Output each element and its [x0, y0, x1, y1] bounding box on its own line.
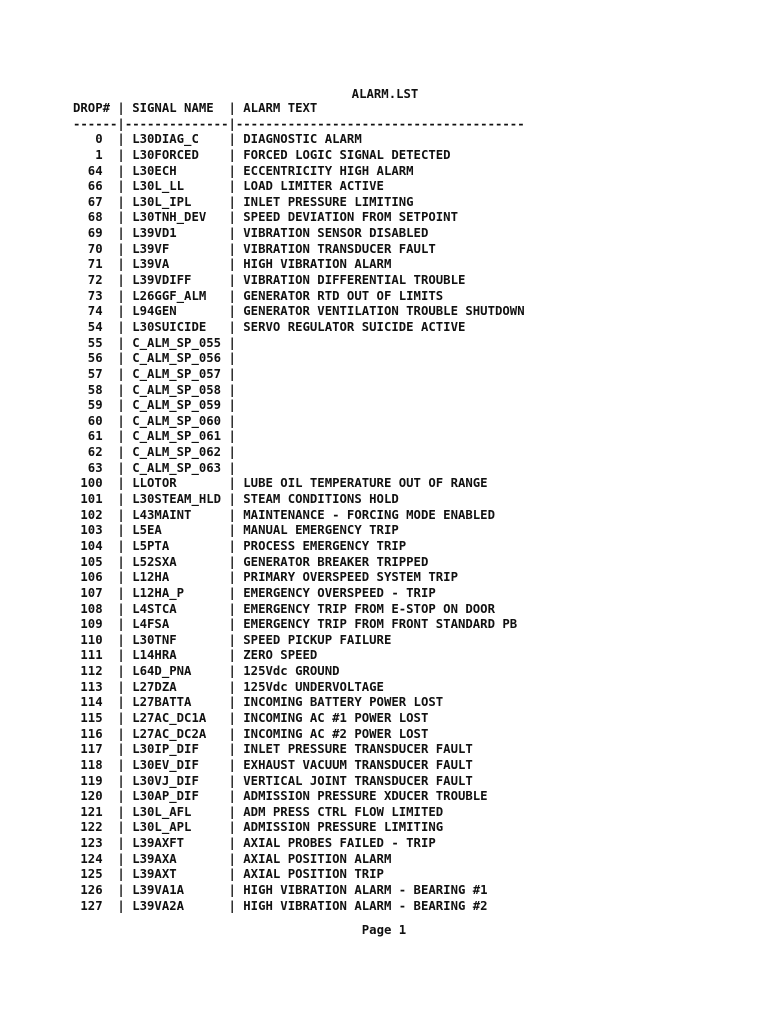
document-title: ALARM.LST: [351, 87, 419, 101]
table-row: 102 | L43MAINT | MAINTENANCE - FORCING MODE ENABLED: [73, 507, 495, 522]
table-row: 66 | L30L_LL | LOAD LIMITER ACTIVE: [73, 179, 384, 194]
table-row: 126 | L39VA1A | HIGH VIBRATION ALARM - BEARING #1: [73, 883, 488, 898]
table-row: 70 | L39VF | VIBRATION TRANSDUCER FAULT: [73, 241, 436, 256]
table-row: 68 | L30TNH_DEV | SPEED DEVIATION FROM SETPOINT: [73, 210, 458, 225]
table-row: 112 | L64D_PNA | 125Vdc GROUND: [73, 664, 340, 679]
table-row: 108 | L4STCA | EMERGENCY TRIP FROM E-STOP ON DOOR: [73, 601, 495, 616]
table-row: 123 | L39AXFT | AXIAL PROBES FAILED - TRIP: [73, 836, 436, 851]
table-row: 114 | L27BATTA | INCOMING BATTERY POWER LOST: [73, 695, 444, 710]
table-row: 62 | C_ALM_SP_062 |: [73, 445, 236, 460]
table-row: 125 | L39AXT | AXIAL POSITION TRIP: [73, 867, 384, 882]
table-row: 105 | L52SXA | GENERATOR BREAKER TRIPPED: [73, 554, 429, 569]
table-row: 127 | L39VA2A | HIGH VIBRATION ALARM - BEARING #2: [73, 898, 488, 913]
table-row: 74 | L94GEN | GENERATOR VENTILATION TROUBLE SHUTDOWN: [73, 304, 525, 319]
table-row: 100 | LLOTOR | LUBE OIL TEMPERATURE OUT OF RANGE: [73, 476, 488, 491]
table-row: 115 | L27AC_DC1A | INCOMING AC #1 POWER LOST: [73, 710, 429, 725]
table-header: DROP# | SIGNAL NAME | ALARM TEXT: [73, 101, 318, 115]
table-row: 54 | L30SUICIDE | SERVO REGULATOR SUICIDE ACTIVE: [73, 319, 466, 334]
table-row: 101 | L30STEAM_HLD | STEAM CONDITIONS HOLD: [73, 492, 399, 507]
table-row: 55 | C_ALM_SP_055 |: [73, 335, 236, 350]
table-row: 67 | L30L_IPL | INLET PRESSURE LIMITING: [73, 194, 414, 209]
table-row: 113 | L27DZA | 125Vdc UNDERVOLTAGE: [73, 679, 384, 694]
table-row: 64 | L30ECH | ECCENTRICITY HIGH ALARM: [73, 163, 414, 178]
table-row: 71 | L39VA | HIGH VIBRATION ALARM: [73, 257, 392, 272]
table-row: 116 | L27AC_DC2A | INCOMING AC #2 POWER LOST: [73, 726, 429, 741]
table-row: 57 | C_ALM_SP_057 |: [73, 366, 236, 381]
table-row: 0 | L30DIAG_C | DIAGNOSTIC ALARM: [73, 132, 362, 147]
table-row: 61 | C_ALM_SP_061 |: [73, 429, 236, 444]
table-row: 110 | L30TNF | SPEED PICKUP FAILURE: [73, 632, 392, 647]
table-row: 109 | L4FSA | EMERGENCY TRIP FROM FRONT STANDARD PB: [73, 617, 518, 632]
table-row: 69 | L39VD1 | VIBRATION SENSOR DISABLED: [73, 226, 429, 241]
page-footer: Page 1: [361, 923, 407, 937]
table-row: 124 | L39AXA | AXIAL POSITION ALARM: [73, 851, 392, 866]
table-row: 117 | L30IP_DIF | INLET PRESSURE TRANSDUCER FAULT: [73, 742, 473, 757]
alarm-listing: [73, 101, 525, 914]
table-row: 107 | L12HA_P | EMERGENCY OVERSPEED - TRIP: [73, 585, 436, 600]
table-row: 58 | C_ALM_SP_058 |: [73, 382, 236, 397]
table-separator: ------|--------------|---------------------------------------: [73, 116, 525, 131]
table-row: 104 | L5PTA | PROCESS EMERGENCY TRIP: [73, 538, 407, 553]
table-row: 121 | L30L_AFL | ADM PRESS CTRL FLOW LIMITED: [73, 804, 444, 819]
table-row: 1 | L30FORCED | FORCED LOGIC SIGNAL DETECTED: [73, 147, 451, 162]
table-row: 119 | L30VJ_DIF | VERTICAL JOINT TRANSDUCER FAULT: [73, 773, 473, 788]
table-row: 72 | L39VDIFF | VIBRATION DIFFERENTIAL TROUBLE: [73, 273, 466, 288]
table-row: 122 | L30L_APL | ADMISSION PRESSURE LIMITING: [73, 820, 444, 835]
table-row: 73 | L26GGF_ALM | GENERATOR RTD OUT OF LIMITS: [73, 288, 444, 303]
table-row: 111 | L14HRA | ZERO SPEED: [73, 648, 318, 663]
table-row: 60 | C_ALM_SP_060 |: [73, 413, 236, 428]
table-row: 120 | L30AP_DIF | ADMISSION PRESSURE XDUCER TROUBLE: [73, 789, 488, 804]
table-row: 103 | L5EA | MANUAL EMERGENCY TRIP: [73, 523, 399, 538]
table-row: 106 | L12HA | PRIMARY OVERSPEED SYSTEM TRIP: [73, 570, 458, 585]
table-row: 118 | L30EV_DIF | EXHAUST VACUUM TRANSDUCER FAULT: [73, 757, 473, 772]
table-row: 59 | C_ALM_SP_059 |: [73, 398, 236, 413]
table-row: 56 | C_ALM_SP_056 |: [73, 351, 236, 366]
table-row: 63 | C_ALM_SP_063 |: [73, 460, 236, 475]
